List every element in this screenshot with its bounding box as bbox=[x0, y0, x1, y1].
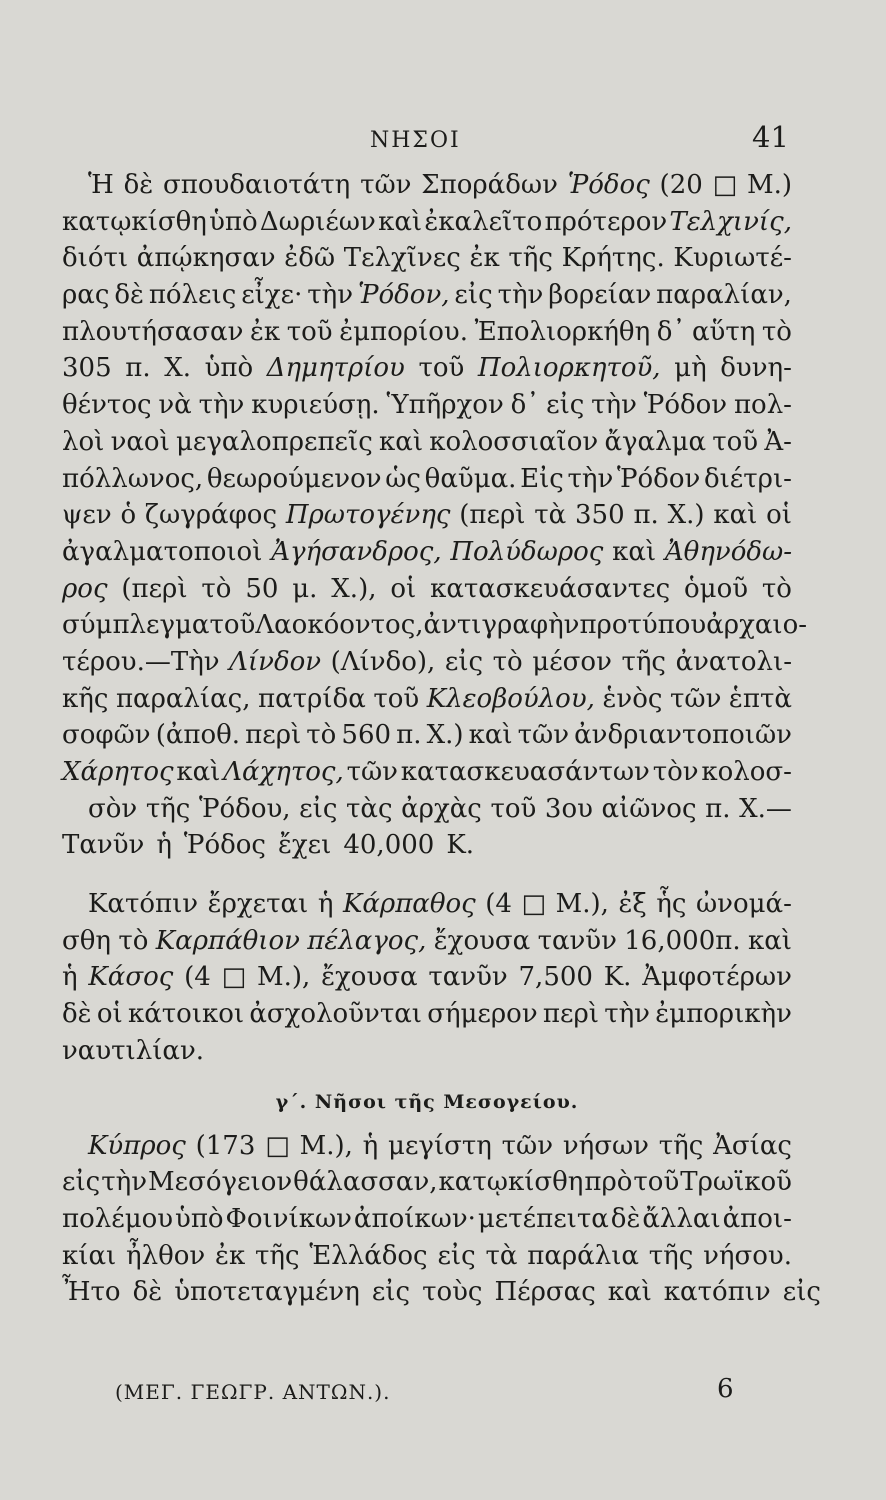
text-line bbox=[62, 537, 792, 574]
word: ἐκαλεῖτο bbox=[424, 206, 543, 237]
word: ἄλλαι bbox=[642, 1203, 721, 1234]
word: ἡ bbox=[62, 962, 78, 993]
word: πόλλωνος, bbox=[62, 463, 204, 494]
word: 16,000π. bbox=[624, 925, 741, 956]
word: νήσων bbox=[562, 1130, 649, 1161]
italic-word: Πολύδωρος bbox=[450, 536, 604, 567]
word: τῆς bbox=[145, 793, 191, 824]
word: εἰς bbox=[62, 1167, 101, 1198]
word: 50 bbox=[245, 573, 279, 604]
text-line bbox=[62, 1131, 792, 1168]
word: Λαοκόοντος, bbox=[255, 610, 424, 641]
italic-word: Κλεοβούλου, bbox=[426, 683, 595, 714]
word: τὴν bbox=[497, 280, 544, 311]
word: □ bbox=[521, 889, 547, 920]
text-line bbox=[62, 243, 792, 280]
running-title: ΝΗΣΟΙ bbox=[370, 128, 461, 153]
word: νήσου. bbox=[703, 1240, 792, 1271]
word: εἰς bbox=[546, 390, 585, 421]
word: πόλεις bbox=[148, 280, 237, 311]
text-line bbox=[62, 610, 808, 647]
word: ζωγράφος bbox=[144, 500, 278, 531]
text-line bbox=[62, 830, 792, 867]
word: σὸν bbox=[88, 793, 138, 824]
word: Κατόπιν bbox=[88, 889, 199, 920]
word: Ἀσίας bbox=[713, 1130, 792, 1161]
word: νὰ bbox=[158, 390, 192, 421]
text-line bbox=[62, 720, 792, 757]
word: τὸ bbox=[306, 720, 337, 751]
italic-word: ρος bbox=[62, 573, 108, 604]
word: σοφῶν bbox=[62, 720, 151, 751]
word: ὑπὸ bbox=[175, 1203, 224, 1234]
word: κάτοικοι bbox=[127, 999, 245, 1030]
italic-word: Ῥόδος bbox=[567, 170, 650, 200]
word: καὶ bbox=[747, 925, 792, 956]
word: π. bbox=[125, 353, 151, 384]
word: εἰς bbox=[371, 1277, 411, 1308]
word: παράλια bbox=[527, 1240, 639, 1271]
word: ἀρχαιο- bbox=[706, 610, 808, 641]
word: πρότερον bbox=[544, 206, 668, 237]
text-line bbox=[62, 317, 792, 354]
word: περὶ bbox=[542, 999, 599, 1030]
word: ἡ bbox=[317, 889, 334, 920]
text-line bbox=[62, 889, 792, 926]
word: οἱ bbox=[96, 999, 123, 1030]
word: τῶν bbox=[501, 1130, 554, 1161]
word: δ᾽ bbox=[510, 390, 540, 421]
word: τοῦ bbox=[490, 793, 537, 824]
word: ρας bbox=[62, 280, 110, 311]
word: Ῥόδον bbox=[643, 390, 728, 421]
word: 350 bbox=[575, 500, 625, 531]
word: Ῥόδου, bbox=[198, 793, 291, 824]
word: εἰς bbox=[782, 1277, 821, 1308]
word: οἱ bbox=[766, 500, 792, 531]
word: (περὶ bbox=[121, 573, 188, 604]
text-line bbox=[62, 1167, 792, 1204]
word: αἰῶνος bbox=[601, 793, 697, 824]
italic-word: Τελχινίς, bbox=[669, 206, 792, 237]
word: Ἀμφοτέρων bbox=[642, 962, 792, 993]
word: κατόπιν bbox=[663, 1277, 771, 1308]
word: θέντος bbox=[62, 390, 152, 421]
word: ἀρχὰς bbox=[401, 793, 482, 824]
word: Δωριέων bbox=[259, 206, 376, 237]
word: τοῦ bbox=[712, 426, 759, 457]
word: ἀντιγραφὴν bbox=[423, 610, 580, 641]
word: τὸ bbox=[761, 316, 792, 347]
word: ἀνδριαντοποιῶν bbox=[574, 720, 792, 751]
word: Ἦτο bbox=[62, 1277, 121, 1308]
signature-mark: 6 bbox=[717, 1374, 734, 1404]
paragraph-gap bbox=[62, 867, 792, 889]
word: τὸ bbox=[761, 573, 792, 604]
word: ἐξ bbox=[618, 889, 647, 920]
word: ἀνατολι- bbox=[675, 646, 792, 677]
word: πρὸ bbox=[584, 1167, 633, 1198]
word: Χ. bbox=[164, 353, 191, 384]
word: □ bbox=[712, 170, 738, 200]
paragraph-cyprus bbox=[62, 1130, 821, 1314]
word: τὸ bbox=[492, 646, 523, 677]
word: θάλασσαν, bbox=[293, 1167, 438, 1198]
word: δὲ bbox=[610, 1203, 641, 1234]
word: πλουτήσασαν bbox=[62, 316, 244, 347]
word: ἀποίκων· bbox=[353, 1203, 476, 1234]
word: (4 bbox=[184, 962, 211, 993]
footer-citation: (ΜΕΓ. ΓΕΩΓΡ. ΑΝΤΩΝ.). bbox=[115, 1380, 391, 1404]
word: κολοσ- bbox=[701, 757, 792, 787]
word: Εἰς bbox=[520, 463, 564, 494]
text-line bbox=[62, 390, 792, 427]
word: τῶν bbox=[517, 720, 570, 751]
word: (Λίνδο), bbox=[330, 646, 436, 677]
word: τοῦ bbox=[418, 353, 465, 384]
italic-word: Χάρητος bbox=[62, 757, 174, 787]
word: παραλίας, bbox=[115, 683, 251, 714]
text-line bbox=[62, 500, 792, 537]
text-line bbox=[62, 280, 792, 317]
word: τέρου.—Τὴν bbox=[62, 646, 220, 677]
word: κολοσσιαῖον bbox=[429, 426, 599, 457]
word: τὴν bbox=[591, 390, 637, 421]
word: σθη bbox=[62, 925, 111, 956]
word: τῆς bbox=[658, 1130, 704, 1161]
italic-word: Δημητρίου bbox=[266, 353, 405, 384]
word: αὕτη bbox=[691, 316, 756, 347]
word: ἀσχολοῦνται bbox=[249, 999, 422, 1030]
word: ὑπὸ bbox=[204, 353, 254, 384]
word: τὰς bbox=[346, 793, 393, 824]
word: καὶ bbox=[607, 1277, 652, 1308]
word: τοῦ bbox=[633, 1167, 680, 1198]
page-number: 41 bbox=[752, 120, 789, 154]
word: 7,500 bbox=[518, 962, 593, 993]
word: δ᾽ bbox=[656, 316, 686, 347]
text-line bbox=[62, 1036, 792, 1073]
word: τοῦ bbox=[209, 610, 256, 641]
word: μὴ bbox=[674, 353, 707, 384]
word: οἱ bbox=[390, 573, 417, 604]
word: ἐδῶ bbox=[284, 243, 336, 274]
word: τῆς bbox=[621, 646, 666, 677]
word: μ. bbox=[292, 573, 318, 604]
word: εἶχε· bbox=[241, 280, 303, 311]
word: θαῦμα. bbox=[424, 463, 517, 494]
word: ἧς bbox=[656, 889, 687, 920]
word: ἀποι- bbox=[722, 1203, 792, 1234]
word: τῆς bbox=[255, 1240, 300, 1271]
word: καὶ bbox=[713, 500, 758, 531]
section-heading bbox=[62, 1073, 792, 1131]
paragraph-rhodes bbox=[62, 170, 808, 889]
word: Τελχῖνες bbox=[343, 243, 461, 274]
word: Ῥόδον bbox=[616, 463, 701, 494]
word: τὸ bbox=[118, 925, 149, 956]
word: τανῦν bbox=[537, 925, 617, 956]
text-line bbox=[62, 574, 792, 611]
running-head bbox=[0, 120, 886, 160]
word: καὶ bbox=[379, 426, 424, 457]
body-text bbox=[62, 170, 821, 1314]
word: κυριεύσῃ. bbox=[251, 390, 380, 421]
word: ἔχουσα bbox=[433, 925, 531, 956]
text-line bbox=[62, 647, 792, 684]
word: Φοινίκων bbox=[225, 1203, 352, 1234]
word: Χ.) bbox=[667, 500, 705, 531]
text-line bbox=[62, 170, 792, 207]
word: τὰ bbox=[534, 500, 567, 531]
word: Ῥόδος bbox=[183, 830, 266, 861]
word: καὶ bbox=[176, 757, 221, 787]
word: ἔχουσα bbox=[321, 962, 418, 993]
text-line bbox=[62, 427, 792, 464]
word: (περὶ bbox=[459, 500, 526, 531]
italic-word: Λίνδον bbox=[229, 646, 322, 677]
word: Ἐπολιορκήθη bbox=[474, 316, 651, 347]
word: π. bbox=[633, 500, 659, 531]
word: τὴν bbox=[567, 463, 614, 494]
word: τὰ bbox=[485, 1240, 518, 1271]
word: ἐμπορικὴν bbox=[655, 999, 792, 1030]
word: δυνη- bbox=[720, 353, 792, 384]
word: ὁ bbox=[120, 500, 137, 531]
word: βορείαν bbox=[548, 280, 652, 311]
italic-word: πέλαγος, bbox=[307, 925, 427, 956]
word: ἐκ bbox=[469, 243, 500, 274]
word: ἐμπορίου. bbox=[339, 316, 468, 347]
word: π. bbox=[705, 793, 731, 824]
section-heading-text: γ΄. Νῆσοι τῆς Μεσογείου. bbox=[275, 1090, 579, 1113]
italic-word: Πολιορκητοῦ, bbox=[477, 353, 661, 384]
word: Ὑπῆρχον bbox=[386, 390, 504, 421]
word: ὑπὸ bbox=[209, 206, 258, 237]
word: ἑνὸς bbox=[602, 683, 663, 714]
word: Ἀ- bbox=[764, 426, 792, 457]
word: τὴν bbox=[101, 1167, 148, 1198]
word: διότι bbox=[62, 243, 129, 274]
word: τὴν bbox=[307, 280, 354, 311]
word: Πέρσας bbox=[494, 1277, 596, 1308]
word: Κυριωτέ- bbox=[673, 243, 792, 274]
word: ναοὶ bbox=[110, 426, 170, 457]
word: δὲ bbox=[132, 1277, 163, 1308]
word: πατρίδα bbox=[258, 683, 366, 714]
word: (20 bbox=[659, 170, 703, 200]
word: ψεν bbox=[62, 500, 112, 531]
word: ὁμοῦ bbox=[684, 573, 749, 604]
word: τοὺς bbox=[422, 1277, 483, 1308]
word: σύμπλεγμα bbox=[62, 610, 210, 641]
word: Χ.) bbox=[426, 720, 464, 751]
word: τῶν bbox=[669, 683, 722, 714]
word: 40,000 bbox=[343, 830, 435, 861]
italic-word: Ἀγήσανδρος, bbox=[271, 536, 442, 567]
word: Μ.) bbox=[746, 170, 792, 200]
text-line bbox=[62, 464, 792, 501]
word: τῶν bbox=[360, 170, 412, 200]
word: ἀγαλματοποιοὶ bbox=[62, 536, 263, 567]
word: παραλίαν, bbox=[656, 280, 792, 311]
word: τὴν bbox=[604, 999, 650, 1030]
word: ἔχει bbox=[277, 830, 332, 861]
word: μέσον bbox=[532, 646, 612, 677]
word: σήμερον bbox=[427, 999, 538, 1030]
word: καὶ bbox=[378, 206, 423, 237]
text-line bbox=[62, 794, 792, 831]
text-line bbox=[62, 1277, 821, 1314]
paragraph-karpathos bbox=[62, 889, 792, 1072]
word: πολ- bbox=[733, 390, 792, 421]
word: ἑπτὰ bbox=[728, 683, 792, 714]
word: θεωρούμενον bbox=[206, 463, 382, 494]
word: εἰς bbox=[444, 646, 484, 677]
word: □ bbox=[265, 1130, 290, 1161]
word: Τρωϊκοῦ bbox=[680, 1167, 792, 1198]
word: ὑποτεταγμένη bbox=[174, 1277, 360, 1308]
word: Κρήτης. bbox=[561, 243, 665, 274]
word: κατασκευασάντων bbox=[400, 757, 650, 787]
word: (173 bbox=[195, 1130, 256, 1161]
word: ἡ bbox=[156, 830, 172, 861]
word: ὡς bbox=[385, 463, 421, 494]
word: Τανῦν bbox=[62, 830, 145, 861]
word: ἄγαλμα bbox=[604, 426, 707, 457]
word: (ἀποθ. bbox=[155, 720, 241, 751]
word: ἀπῴκησαν bbox=[136, 243, 276, 274]
italic-word: Κάσος bbox=[88, 962, 174, 993]
word: ὠνομά- bbox=[695, 889, 792, 920]
word: εἰς bbox=[454, 280, 493, 311]
word: τῆς bbox=[508, 243, 553, 274]
word: σπουδαιοτάτη bbox=[163, 170, 351, 200]
word: Κ. bbox=[446, 830, 475, 861]
word: ναυτιλίαν. bbox=[62, 1035, 205, 1066]
text-line bbox=[62, 1241, 792, 1278]
word: Ἡ bbox=[88, 170, 114, 200]
word: τῆς bbox=[648, 1240, 694, 1271]
italic-word: Πρωτογένης bbox=[285, 500, 451, 531]
word: καὶ bbox=[612, 536, 657, 567]
text-line bbox=[62, 684, 792, 721]
word: Σποράδων bbox=[421, 170, 558, 200]
text-line bbox=[62, 999, 792, 1036]
italic-word: Κύπρος bbox=[88, 1130, 186, 1161]
word: κατασκευάσαντες bbox=[430, 573, 671, 604]
word: τὴν bbox=[198, 390, 245, 421]
word: κῆς bbox=[62, 683, 109, 714]
word: 560 bbox=[341, 720, 392, 751]
text-line bbox=[62, 1204, 792, 1241]
word: ἡ bbox=[362, 1130, 379, 1161]
word: μεγίστη bbox=[388, 1130, 492, 1161]
word: π. bbox=[396, 720, 422, 751]
word: κατῳκίσθη bbox=[62, 206, 207, 237]
italic-word: Καρπάθιον bbox=[155, 925, 300, 956]
word: διέτρι- bbox=[703, 463, 792, 494]
text-line bbox=[62, 353, 792, 390]
text-line bbox=[62, 926, 792, 963]
word: δὲ bbox=[123, 170, 154, 200]
word: δὲ bbox=[62, 999, 92, 1030]
word: Χ.— bbox=[739, 793, 792, 824]
word: Κ. bbox=[603, 962, 632, 993]
text-line bbox=[62, 962, 792, 999]
word: ἔρχεται bbox=[207, 889, 309, 920]
word: (4 bbox=[485, 889, 512, 920]
word: Χ.), bbox=[331, 573, 377, 604]
italic-word: Λάχητος, bbox=[223, 757, 344, 787]
word: προτύπου bbox=[579, 610, 707, 641]
italic-word: Ἀθηνόδω- bbox=[664, 536, 792, 567]
word: 3ου bbox=[544, 793, 593, 824]
text-line bbox=[62, 757, 792, 794]
word: λοὶ bbox=[62, 426, 105, 457]
word: Μ.), bbox=[256, 962, 311, 993]
word: εἰς bbox=[437, 1240, 476, 1271]
word: μετέπειτα bbox=[477, 1203, 609, 1234]
word: εἰς bbox=[299, 793, 338, 824]
word: καὶ bbox=[468, 720, 513, 751]
word: 305 bbox=[62, 353, 112, 384]
word: τῶν bbox=[346, 757, 398, 787]
word: Ἑλλάδος bbox=[309, 1240, 428, 1271]
word: τοῦ bbox=[373, 683, 420, 714]
word: Μ.), bbox=[299, 1130, 353, 1161]
word: κίαι bbox=[62, 1240, 117, 1271]
word: ἐκ bbox=[215, 1240, 246, 1271]
word: κατῳκίσθη bbox=[438, 1167, 584, 1198]
word: ἦλθον bbox=[126, 1240, 206, 1271]
word: ἐκ bbox=[249, 316, 281, 347]
word: τὸ bbox=[201, 573, 232, 604]
italic-word: Κάρπαθος bbox=[342, 889, 476, 920]
word: Μεσόγειον bbox=[148, 1167, 293, 1198]
word: □ bbox=[221, 962, 247, 993]
word: τὸν bbox=[652, 757, 699, 787]
italic-word: Ῥόδον, bbox=[357, 280, 450, 311]
word: Μ.), bbox=[555, 889, 609, 920]
text-line bbox=[62, 207, 792, 244]
word: δὲ bbox=[114, 280, 144, 311]
word: περὶ bbox=[245, 720, 302, 751]
word: μεγαλοπρεπεῖς bbox=[176, 426, 373, 457]
page-footer bbox=[115, 1374, 755, 1414]
word: τοῦ bbox=[286, 316, 333, 347]
word: πολέμου bbox=[62, 1203, 174, 1234]
word: τανῦν bbox=[428, 962, 508, 993]
